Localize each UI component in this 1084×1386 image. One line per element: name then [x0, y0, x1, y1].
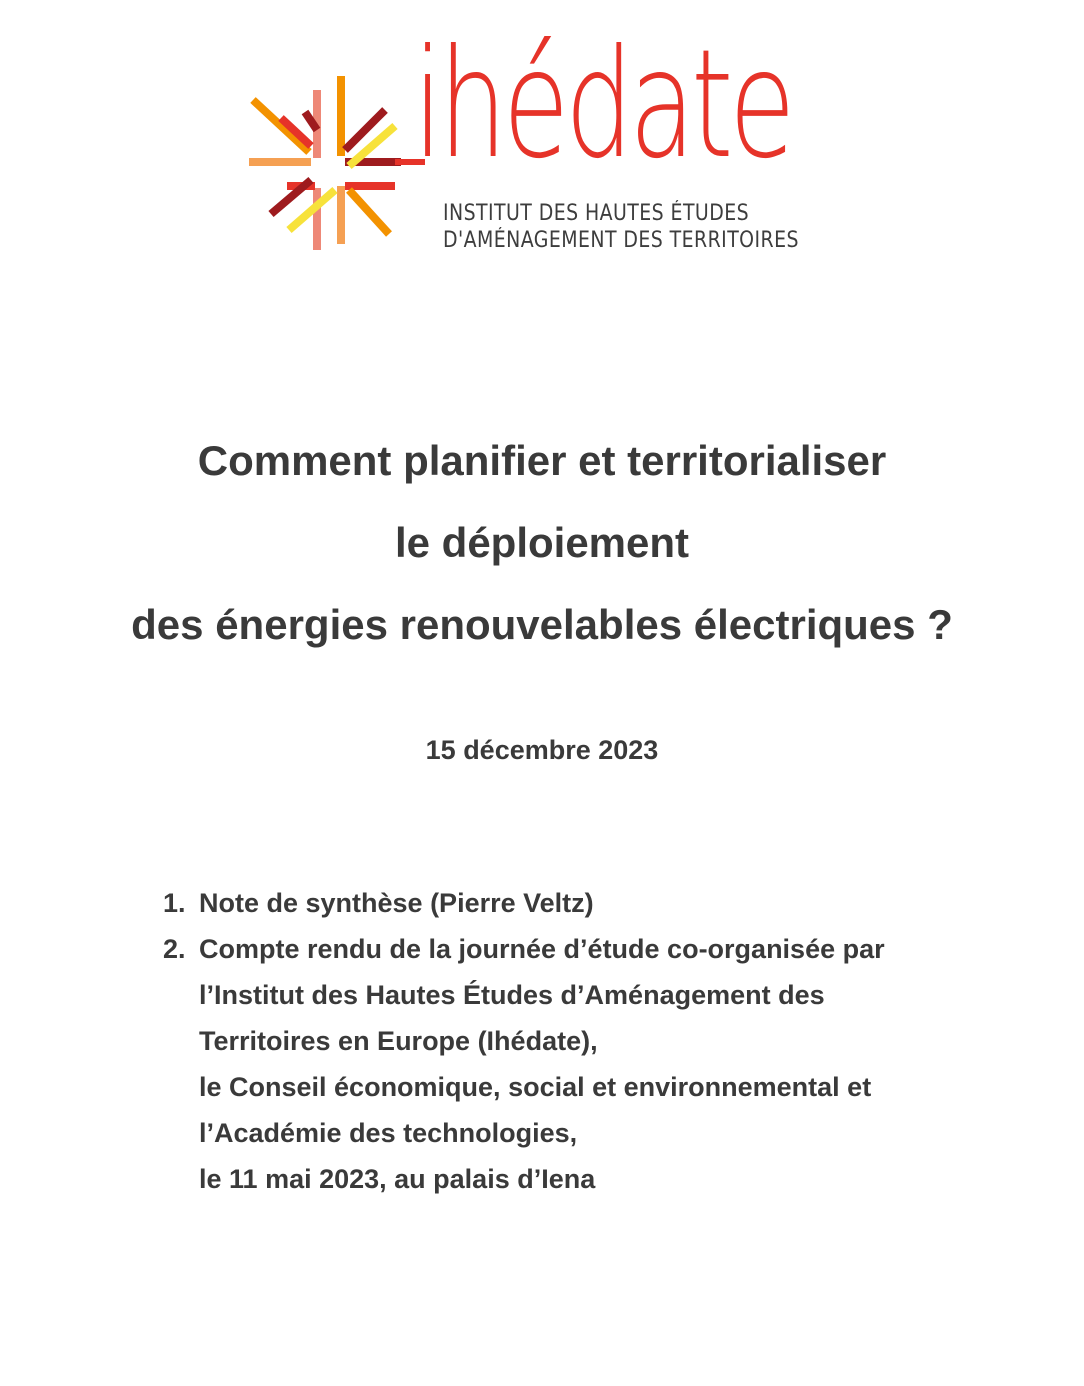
- list-item: [160, 926, 1040, 1202]
- list-item-line: l’Académie des technologies,: [199, 1118, 578, 1148]
- title-line-3: des énergies renouvelables électriques ?: [131, 601, 953, 648]
- list-item-number: 2.: [163, 934, 186, 964]
- document-title: [0, 420, 1084, 666]
- document-date: 15 décembre 2023: [425, 735, 659, 765]
- title-line-2: le déploiement: [394, 519, 690, 566]
- list-item-line: l’Institut des Hautes Études d’Aménagement des: [199, 980, 825, 1010]
- list-item-line: Compte rendu de la journée d’étude co-organisée par: [199, 934, 885, 964]
- title-line-1: Comment planifier et territorialiser: [197, 437, 887, 484]
- ihedate-logo: [245, 18, 825, 258]
- list-item-line: le Conseil économique, social et environnemental et: [199, 1072, 872, 1102]
- list-item: [160, 880, 1040, 926]
- list-item-line: Note de synthèse (Pierre Veltz): [199, 888, 594, 918]
- logo-wordmark: ihédate: [413, 18, 792, 192]
- contents-list: [160, 880, 1040, 1202]
- starburst-logo-icon: [245, 38, 425, 258]
- list-item-line: Territoires en Europe (Ihédate),: [199, 1026, 598, 1056]
- list-item-number: 1.: [163, 888, 186, 918]
- logo-subtitle-line2: D'AMÉNAGEMENT DES TERRITOIRES: [443, 228, 799, 253]
- logo-subtitle-line1: INSTITUT DES HAUTES ÉTUDES: [443, 201, 750, 226]
- list-item-line: le 11 mai 2023, au palais d’Iena: [199, 1164, 596, 1194]
